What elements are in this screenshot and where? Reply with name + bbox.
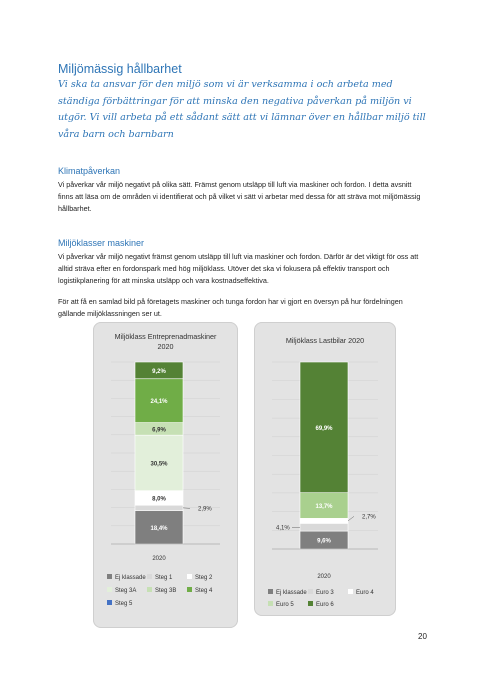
chart-plot (93, 322, 238, 628)
legend-label: Steg 4 (195, 588, 213, 594)
section-text-miljoklasser-2: För att få en samlad bild på företagets maskiner och tunga fordon har vi gjort en översyn på hur fördelningen gällande miljöklassningen ser ut. (58, 297, 403, 318)
legend-item (147, 574, 172, 581)
legend-swatch (107, 587, 112, 592)
x-tick-label: 2020 (317, 574, 331, 580)
legend-item (308, 601, 334, 608)
bar-segment-steg-1 (135, 505, 183, 510)
data-label: 4,1% (276, 525, 290, 532)
legend-label: Ej klassade (115, 575, 146, 581)
legend-swatch (107, 574, 112, 579)
legend-swatch (187, 587, 192, 592)
data-label: 18,4% (150, 525, 168, 532)
legend-swatch (268, 601, 273, 606)
legend-swatch (107, 600, 112, 605)
data-label: 9,2% (152, 368, 166, 375)
intro-text: Vi ska ta ansvar för den miljö som vi är verksamma i och arbeta med ständiga förbättringar för att minska den negativa påverkan på miljön vi utgör. Vi vill arbeta på ett sådant sätt att vi lämnar över en hållbar miljö till våra barn och barnbarn (58, 79, 426, 140)
data-label: 30,5% (150, 461, 168, 468)
data-label: 2,9% (198, 506, 212, 513)
legend-label: Euro 4 (356, 590, 374, 596)
data-label: 13,7% (315, 504, 333, 511)
section-text-miljoklasser-1: Vi påverkar vår miljö negativt främst genom utsläpp till luft via maskiner och fordon. Därför är det viktigt för oss att alltid sträva efter en fordonspark med hög miljöklass. Utöver det ska vi fokusera på effektiv transport och logistikplanering för att minska utsläpp och vara kostnadseffektiva. (58, 252, 419, 285)
data-label: 24,1% (150, 399, 168, 406)
page-number: 20 (418, 632, 427, 641)
page-heading: Miljömässig hållbarhet (58, 62, 182, 76)
section-title-klimat: Klimatpåverkan (58, 166, 121, 176)
legend-item (187, 587, 212, 594)
legend-swatch (147, 587, 152, 592)
data-label-leader (292, 527, 300, 528)
bar-segment-euro-4 (300, 518, 348, 523)
section-title-miljoklasser: Miljöklasser maskiner (58, 238, 145, 248)
legend-label: Steg 3B (155, 588, 177, 594)
legend-swatch (308, 601, 313, 606)
chart-entreprenadmaskiner (93, 322, 238, 628)
legend-swatch (308, 589, 313, 594)
legend-item (187, 574, 212, 581)
chart-lastbilar (254, 322, 396, 616)
legend-label: Euro 5 (276, 602, 294, 608)
legend-swatch (147, 574, 152, 579)
legend-item (107, 600, 132, 607)
legend-label: Euro 3 (316, 590, 334, 596)
legend-label: Euro 6 (316, 602, 334, 608)
chart-title-line-1: Miljöklass Entreprenadmaskiner (114, 332, 217, 341)
chart-title-line-2: 2020 (157, 342, 174, 351)
data-label: 69,9% (315, 425, 333, 432)
legend-item (268, 589, 307, 596)
legend-item (107, 574, 146, 581)
legend-label: Steg 1 (155, 575, 173, 581)
legend-item (268, 601, 294, 608)
x-tick-label: 2020 (152, 556, 166, 562)
data-label: 6,9% (152, 427, 166, 434)
legend-item (308, 589, 334, 596)
legend-swatch (348, 589, 353, 594)
legend-label: Ej klassade (276, 590, 307, 596)
legend-item (348, 589, 374, 596)
data-label: 9,6% (317, 538, 331, 545)
data-label: 8,0% (152, 496, 166, 503)
chart-plot (254, 322, 396, 616)
bar-segment-euro-3 (300, 523, 348, 531)
data-label-leader (183, 508, 190, 509)
legend-swatch (187, 574, 192, 579)
legend-label: Steg 2 (195, 575, 213, 581)
data-label-leader (348, 516, 354, 521)
legend-label: Steg 5 (115, 601, 133, 607)
legend-swatch (268, 589, 273, 594)
chart-title-line-1: Miljöklass Lastbilar 2020 (285, 336, 365, 345)
data-label: 2,7% (362, 514, 376, 521)
legend-item (147, 587, 176, 594)
legend-label: Steg 3A (115, 588, 137, 594)
legend-item (107, 587, 136, 594)
section-text-klimat: Vi påverkar vår miljö negativt på olika sätt. Främst genom utsläpp till luft via maskiner och fordon. I detta avsnitt finns att läsa om de områden vi identifierat och på vilket vi sätt vi arbetar med dessa för att sträva mot miljömässig hållbarhet. (58, 180, 421, 213)
